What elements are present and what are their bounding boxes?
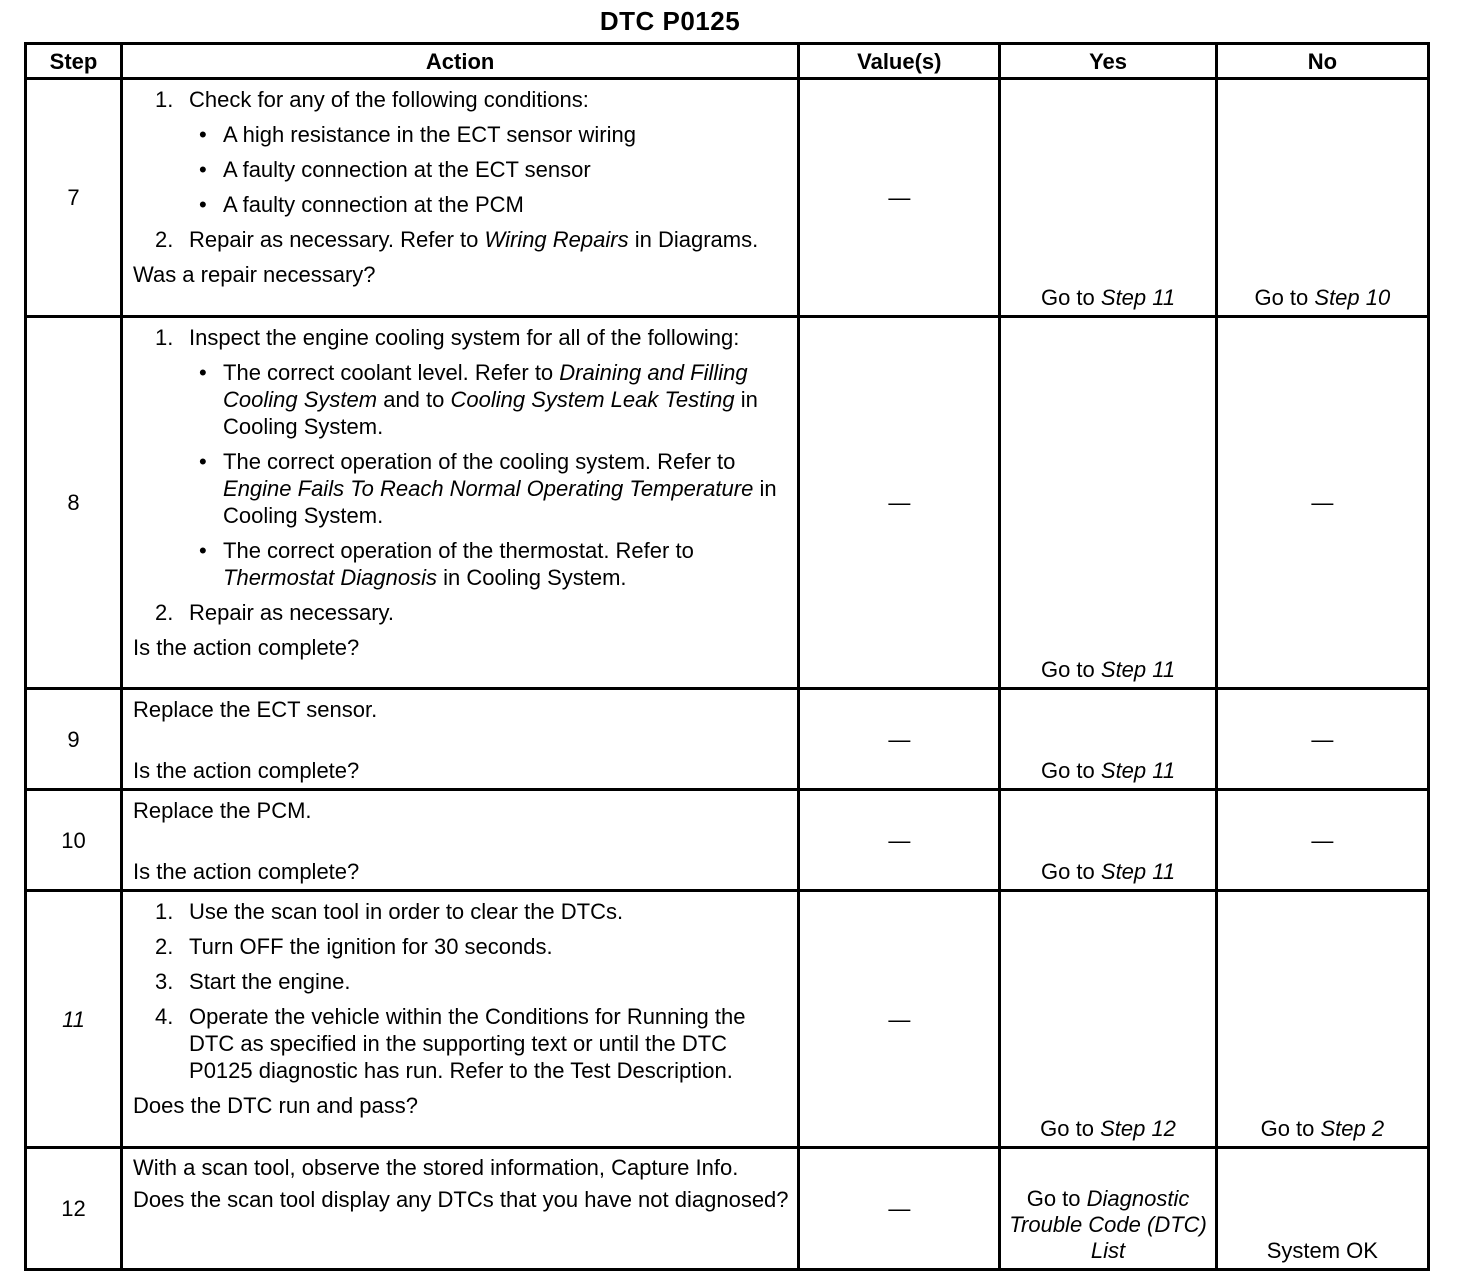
- item-text: The correct operation of the cooling system. Refer to: [223, 449, 736, 474]
- step-number: 11: [26, 891, 122, 1148]
- no-cell: System OK: [1216, 1148, 1428, 1270]
- action-cell: [122, 1148, 799, 1270]
- bullet-icon: •: [199, 538, 207, 563]
- value-cell: —: [799, 790, 1000, 891]
- yes-step-link[interactable]: Step 11: [1100, 657, 1176, 682]
- table-row: [26, 891, 1429, 1148]
- table-row: [26, 790, 1429, 891]
- no-cell: [1216, 79, 1428, 317]
- item-text: The correct operation of the thermostat. Refer to: [223, 538, 694, 563]
- yes-link-dtc-list[interactable]: Diagnostic Trouble Code (DTC) List: [1009, 1186, 1207, 1263]
- table-row: [26, 1148, 1429, 1270]
- value-cell: —: [799, 891, 1000, 1148]
- yes-text: Go to: [1026, 1186, 1087, 1211]
- action-text: Replace the ECT sensor.: [133, 697, 378, 722]
- item-text: Start the engine.: [189, 969, 351, 994]
- item-number: 1.: [155, 899, 174, 924]
- item-text: A faulty connection at the PCM: [223, 192, 524, 217]
- item-text: Repair as necessary.: [189, 600, 395, 625]
- item-text: A faulty connection at the ECT sensor: [223, 157, 591, 182]
- yes-cell: [1000, 790, 1216, 891]
- document-title: DTC P0125: [599, 6, 741, 36]
- yes-step-link[interactable]: Step 11: [1100, 758, 1176, 783]
- item-number: 2.: [155, 600, 174, 625]
- item-number: 1.: [155, 325, 174, 350]
- item-number: 4.: [155, 1004, 174, 1029]
- item-number: 2.: [155, 934, 174, 959]
- header-values: Value(s): [799, 44, 1000, 79]
- item-text: in Cooling System.: [223, 476, 777, 528]
- bullet-icon: •: [199, 449, 207, 474]
- item-text: Check for any of the following conditions:: [189, 87, 589, 112]
- item-text: and to: [377, 387, 451, 412]
- step-number: 9: [26, 689, 122, 790]
- no-cell: —: [1216, 317, 1428, 689]
- yes-cell: [1000, 79, 1216, 317]
- step-number: 7: [26, 79, 122, 317]
- reference-link[interactable]: Draining and Filling Cooling System: [223, 360, 748, 412]
- item-text: The correct coolant level. Refer to: [223, 360, 560, 385]
- header-no: No: [1216, 44, 1428, 79]
- header-step: Step: [26, 44, 122, 79]
- action-cell: [122, 317, 799, 689]
- step-number: 12: [26, 1148, 122, 1270]
- value-cell: —: [799, 689, 1000, 790]
- no-cell: [1216, 891, 1428, 1148]
- table-row: [26, 317, 1429, 689]
- reference-link[interactable]: Engine Fails To Reach Normal Operating Temperature: [223, 476, 754, 501]
- item-text: Inspect the engine cooling system for all of the following:: [189, 325, 740, 350]
- action-cell: [122, 689, 799, 790]
- step-number: 10: [26, 790, 122, 891]
- header-yes: Yes: [1000, 44, 1216, 79]
- no-text: Go to: [1254, 285, 1315, 310]
- question-text: Was a repair necessary?: [133, 262, 376, 287]
- no-text: Go to: [1260, 1116, 1321, 1141]
- diagnostic-table: [24, 42, 1430, 1271]
- yes-step-link[interactable]: Step 11: [1100, 285, 1176, 310]
- yes-cell: [1000, 891, 1216, 1148]
- item-number: 3.: [155, 969, 174, 994]
- yes-text: Go to: [1040, 859, 1101, 884]
- item-text: Repair as necessary. Refer to: [189, 227, 485, 252]
- yes-cell: [1000, 1148, 1216, 1270]
- item-number: 1.: [155, 87, 174, 112]
- value-cell: —: [799, 317, 1000, 689]
- item-text: Turn OFF the ignition for 30 seconds.: [189, 934, 553, 959]
- action-cell: [122, 79, 799, 317]
- item-text: in Diagrams.: [628, 227, 759, 252]
- header-row: [26, 44, 1429, 79]
- step-number: 8: [26, 317, 122, 689]
- yes-text: Go to: [1040, 1116, 1101, 1141]
- reference-link[interactable]: Wiring Repairs: [484, 227, 629, 252]
- question-text: Is the action complete?: [133, 758, 360, 783]
- bullet-icon: •: [199, 360, 207, 385]
- item-number: 2.: [155, 227, 174, 252]
- action-text: Replace the PCM.: [133, 798, 312, 823]
- question-text: Does the DTC run and pass?: [133, 1093, 418, 1118]
- no-step-link[interactable]: Step 10: [1314, 285, 1391, 310]
- action-cell: [122, 891, 799, 1148]
- question-text: Is the action complete?: [133, 635, 360, 660]
- yes-text: Go to: [1040, 657, 1101, 682]
- yes-cell: [1000, 317, 1216, 689]
- question-text: Does the scan tool display any DTCs that you have not diagnosed?: [133, 1187, 789, 1212]
- item-text: A high resistance in the ECT sensor wiring: [223, 122, 636, 147]
- action-cell: [122, 790, 799, 891]
- yes-step-link[interactable]: Step 11: [1100, 859, 1176, 884]
- yes-cell: [1000, 689, 1216, 790]
- header-action: Action: [122, 44, 799, 79]
- yes-text: Go to: [1040, 285, 1101, 310]
- question-text: Is the action complete?: [133, 859, 360, 884]
- value-cell: —: [799, 1148, 1000, 1270]
- table-row: [26, 79, 1429, 317]
- bullet-icon: •: [199, 192, 207, 217]
- bullet-icon: •: [199, 157, 207, 182]
- item-text: Operate the vehicle within the Conditions for Running the DTC as specified in the supporting text or until the DTC P0125 diagnostic has run. Refer to the Test Description.: [189, 1004, 746, 1083]
- action-text: With a scan tool, observe the stored information, Capture Info.: [133, 1155, 739, 1180]
- item-text: Use the scan tool in order to clear the DTCs.: [189, 899, 624, 924]
- no-cell: —: [1216, 790, 1428, 891]
- table-row: [26, 689, 1429, 790]
- reference-link[interactable]: Thermostat Diagnosis: [223, 565, 437, 590]
- yes-step-link[interactable]: Step 12: [1100, 1116, 1176, 1141]
- no-step-link[interactable]: Step 2: [1320, 1116, 1385, 1141]
- yes-text: Go to: [1040, 758, 1101, 783]
- reference-link[interactable]: Cooling System Leak Testing: [450, 387, 735, 412]
- item-text: in Cooling System.: [437, 565, 627, 590]
- value-cell: —: [799, 79, 1000, 317]
- item-text: in Cooling System.: [223, 387, 758, 439]
- bullet-icon: •: [199, 122, 207, 147]
- no-cell: —: [1216, 689, 1428, 790]
